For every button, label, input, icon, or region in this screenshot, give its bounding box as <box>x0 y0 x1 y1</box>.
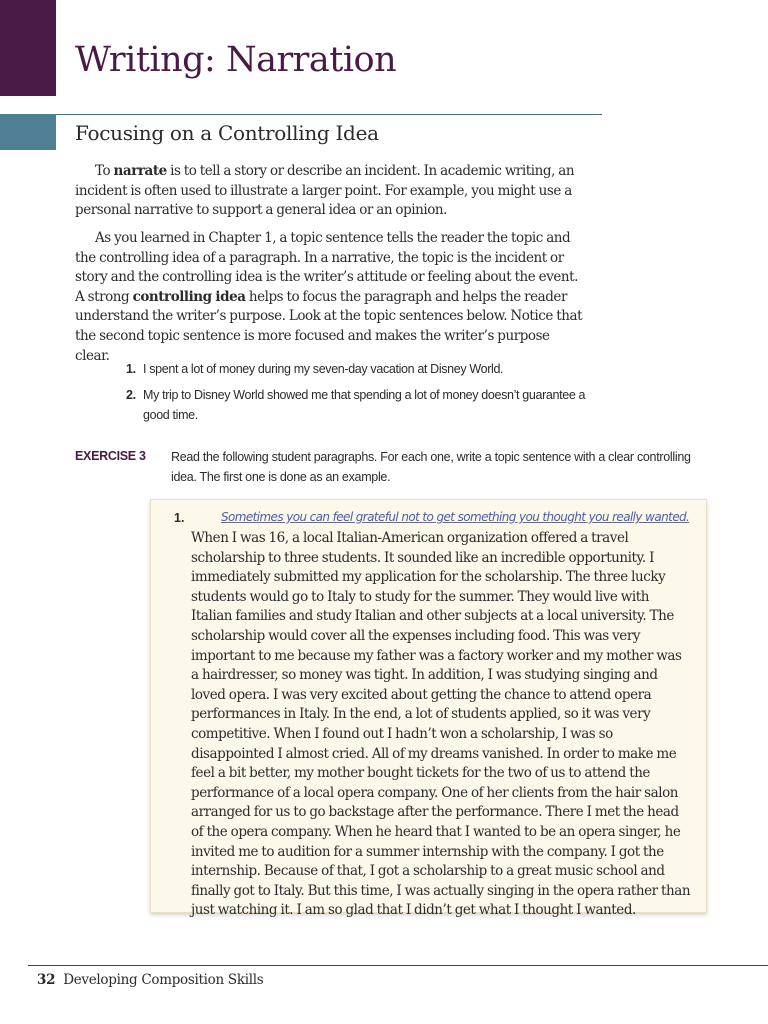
page-footer <box>37 972 263 988</box>
student-paragraph-text: When I was 16, a local Italian-American organization offered a travel scholarship to three students. It sounded like an incredible opportunity. I immediately submitted my application for the scholarship. The three lucky students would go to Italy to study for the summer. They would live with Italian families and study Italian and other subjects at a local university. The scholarship would cover all the expenses including food. This was very important to me because my father was a factory worker and my mother was a hairdresser, so money was tight. In addition, I was studying singing and loved opera. I was very excited about getting the chance to attend opera performances in Italy. In the end, a lot of students applied, so it was very competitive. When I found out I hadn’t won a scholarship, I was so disappointed I almost cried. All of my dreams vanished. In order to make me feel a bit better, my mother bought tickets for the two of us to attend the performance of a local opera company. One of her clients from the hair salon arranged for us to go backstage after the performance. There I met the head of the opera company. When he heard that I wanted to be an opera singer, he invited me to audition for a summer internship with the company. I got the internship. Because of that, I got a scholarship to a great music school and finally got to Italy. But this time, I was actually singing in the opera rather than just watching it. I am so glad that I didn’t get what I thought I wanted. <box>191 530 691 919</box>
intro-paragraph <box>75 162 585 221</box>
list-item-text: My trip to Disney World showed me that spending a lot of money doesn’t guarantee a good time. <box>143 388 586 422</box>
text-run: As you learned in Chapter 1, a topic sentence tells the reader the topic and the controlling idea of a paragraph. In a narrative, the topic is the incident or story and the controlling idea is the writer’s attitude or feeling about the event. A strong <box>75 230 578 305</box>
section-divider <box>56 114 602 115</box>
text-run: helps to focus the paragraph and helps the reader understand the writer’s purpose. Look at the topic sentences below. Notice that the second topic sentence is more focused and makes the writer’s purpose clear. <box>75 288 583 364</box>
student-paragraph-box <box>150 499 707 919</box>
section-title: Focusing on a Controlling Idea <box>75 121 379 145</box>
book-title: Developing Composition Skills <box>63 972 264 988</box>
list-item <box>120 359 610 379</box>
list-item-text: I spent a lot of money during my seven-day vacation at Disney World. <box>143 362 504 376</box>
page-number: 32 <box>37 972 56 988</box>
story-number: 1. <box>174 511 185 525</box>
handwritten-topic-sentence: Sometimes you can feel grateful not to get something you thought you really wanted. <box>221 510 690 524</box>
chapter-title: Writing: Narration <box>75 40 397 80</box>
exercise-instructions: Read the following student paragraphs. For each one, write a topic sentence with a clear controlling idea. The first one is done as an example. <box>171 450 691 484</box>
section-color-block <box>0 114 56 150</box>
chapter-color-block <box>0 0 56 96</box>
exercise-label: EXERCISE 3 <box>75 449 146 463</box>
text-run: To <box>95 163 114 179</box>
list-item <box>120 385 610 425</box>
key-term-narrate: narrate <box>113 163 167 179</box>
footer-divider <box>28 965 768 966</box>
list-number: 2. <box>126 388 136 402</box>
list-number: 1. <box>126 362 136 376</box>
text-run: is to tell a story or describe an incident. In academic writing, an incident is often used to illustrate a larger point. For example, you might use a personal narrative to support a general idea or an opinion. <box>75 163 575 219</box>
key-term-controlling-idea: controlling idea <box>132 288 246 305</box>
topic-sentence-examples <box>120 359 610 431</box>
controlling-idea-paragraph <box>75 229 585 366</box>
